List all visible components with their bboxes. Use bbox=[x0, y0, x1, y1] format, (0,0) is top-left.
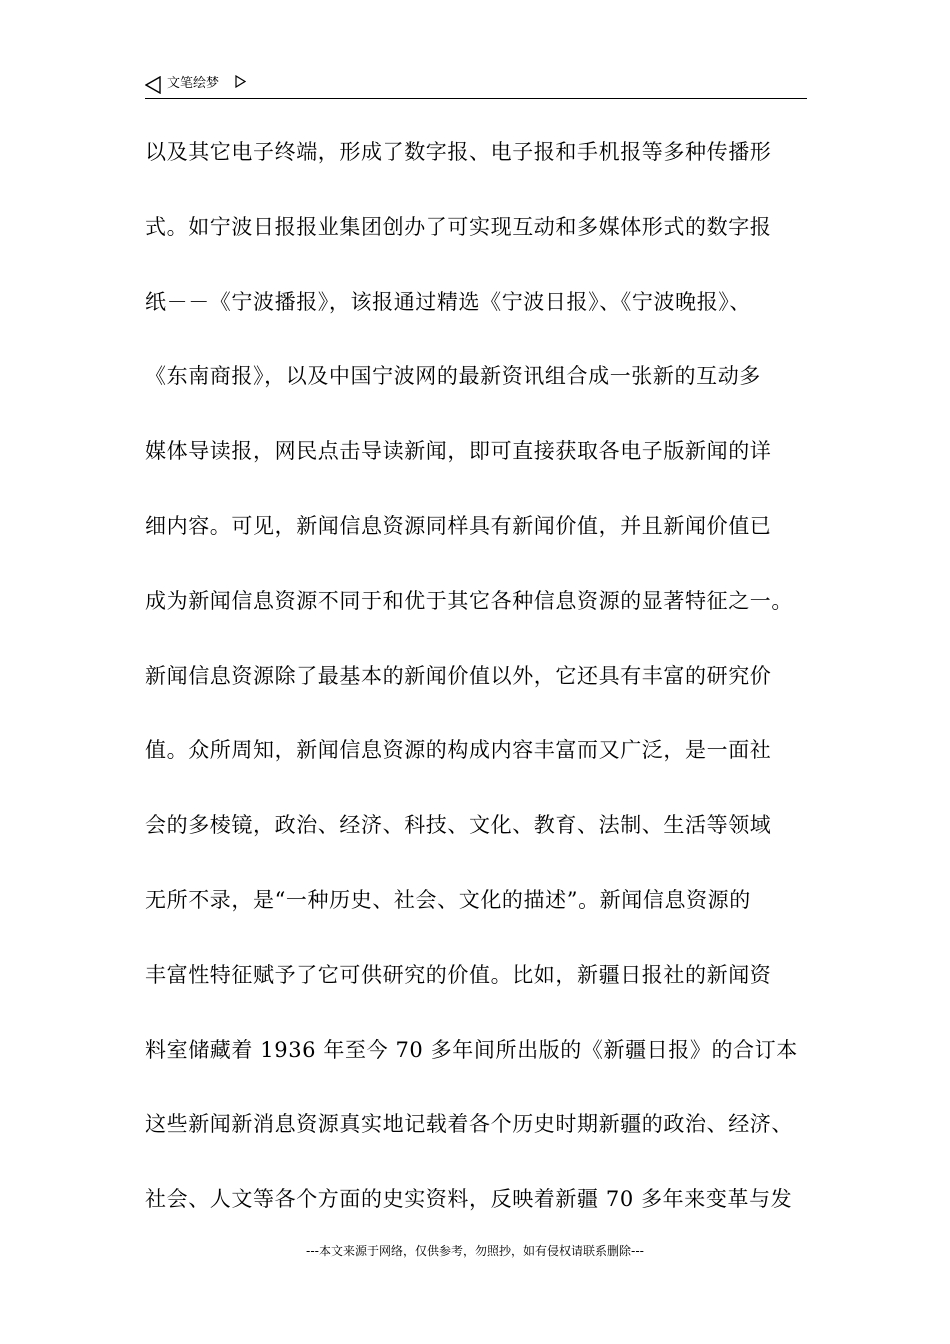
text-line: 式。如宁波日报报业集团创办了可实现互动和多媒体形式的数字报 bbox=[145, 214, 772, 239]
triangle-right-icon bbox=[235, 75, 246, 88]
text-line: 成为新闻信息资源不同于和优于其它各种信息资源的显著特征之一。 bbox=[145, 588, 793, 613]
text-line: 纸－－《宁波播报》，该报通过精选《宁波日报》、《宁波晚报》、 bbox=[145, 289, 751, 314]
text-line: 新闻信息资源除了最基本的新闻价值以外，它还具有丰富的研究价 bbox=[145, 663, 772, 688]
text-line: 会的多棱镜，政治、经济、科技、文化、教育、法制、生活等领域 bbox=[145, 813, 772, 838]
footer-disclaimer: ---本文来源于网络，仅供参考，勿照抄，如有侵权请联系删除--- bbox=[306, 1244, 644, 1258]
document-body bbox=[145, 130, 825, 1252]
text-line: 以及其它电子终端，形成了数字报、电子报和手机报等多种传播形 bbox=[145, 140, 772, 164]
text-line: 无所不录，是“一种历史、社会、文化的描述”。新闻信息资源的 bbox=[145, 887, 751, 912]
page-header bbox=[145, 72, 807, 99]
text-line: 《东南商报》，以及中国宁波网的最新资讯组合成一张新的互动多 bbox=[145, 364, 761, 389]
text-line: 媒体导读报，网民点击导读新闻，即可直接获取各电子版新闻的详 bbox=[145, 439, 772, 464]
text-line: 细内容。可见，新闻信息资源同样具有新闻价值，并且新闻价值已 bbox=[145, 513, 772, 538]
text-line: 值。众所周知，新闻信息资源的构成内容丰富而又广泛，是一面社 bbox=[145, 738, 772, 763]
triangle-left-icon bbox=[145, 76, 161, 94]
header-title: 文笔绘梦 bbox=[167, 76, 220, 91]
text-line: 料室储藏着 1936 年至今 70 多年间所出版的《新疆日报》的合订本 bbox=[145, 1037, 798, 1062]
text-line: 社会、人文等各个方面的史实资料，反映着新疆 70 多年来变革与发 bbox=[145, 1187, 793, 1212]
text-line: 丰富性特征赋予了它可供研究的价值。比如，新疆日报社的新闻资 bbox=[145, 962, 772, 987]
text-line: 这些新闻新消息资源真实地记载着各个历史时期新疆的政治、经济、 bbox=[145, 1112, 793, 1137]
